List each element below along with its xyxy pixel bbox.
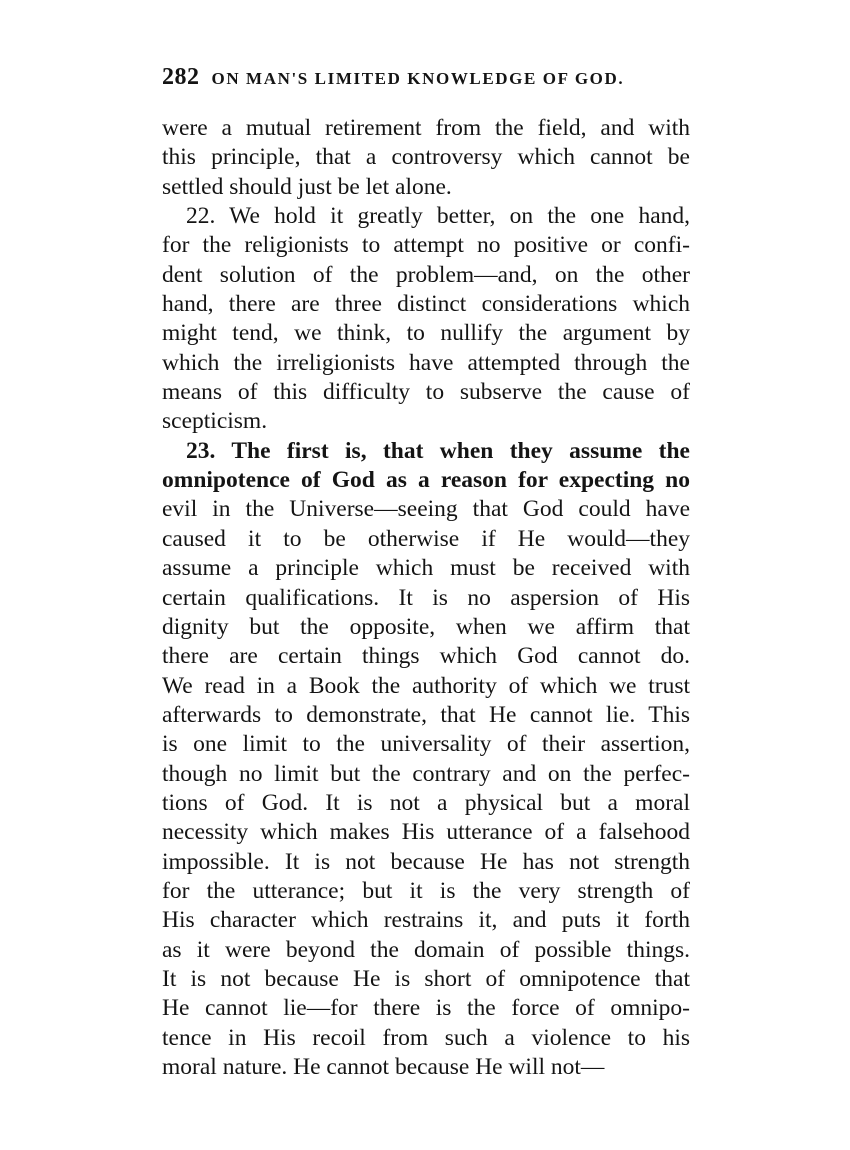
text-line: settled should just be let alone. <box>162 173 452 200</box>
text-line: necessity which makes His utterance of a falsehood <box>162 819 690 846</box>
page-number: 282 <box>162 64 200 90</box>
text-line: certain qualifications. It is no aspersion of His <box>162 584 690 611</box>
text-line: were a mutual retirement from the field, and with <box>162 115 690 141</box>
text-line: dent solution of the problem—and, on the other <box>162 261 690 288</box>
text-line: caused it to be otherwise if He would—they <box>162 525 690 552</box>
text-line: which the irreligionists have attempted through the <box>162 349 690 376</box>
text-line: is one limit to the universality of their assertion, <box>162 731 690 758</box>
paragraph-23-start: 23. The first is, that when they assume the <box>186 437 690 464</box>
text-line: scepticism. <box>162 408 268 435</box>
text-line: omnipotence of God as a reason for expecting no <box>162 467 690 494</box>
text-line: evil in the Universe—seeing that God could have <box>162 496 690 523</box>
text-line: He cannot lie—for there is the force of omnipo- <box>162 995 690 1022</box>
text-line: tions of God. It is not a physical but a moral <box>162 789 690 816</box>
running-header <box>162 64 692 96</box>
text-line: moral nature. He cannot because He will not— <box>162 1054 605 1080</box>
text-line: afterwards to demonstrate, that He cannot lie. This <box>162 701 690 728</box>
text-line: impossible. It is not because He has not strength <box>162 848 690 875</box>
text-line: this principle, that a controversy which cannot be <box>162 144 690 171</box>
text-line: means of this difficulty to subserve the cause of <box>162 379 690 406</box>
text-line: We read in a Book the authority of which we trust <box>162 672 690 699</box>
text-line: tence in His recoil from such a violence to his <box>162 1024 690 1051</box>
text-line: for the religionists to attempt no positive or confi- <box>162 232 690 259</box>
text-line: might tend, we think, to nullify the argument by <box>162 320 690 347</box>
text-line: though no limit but the contrary and on the perfec- <box>162 760 690 787</box>
text-line: It is not because He is short of omnipotence that <box>162 965 690 992</box>
text-line: as it were beyond the domain of possible things. <box>162 936 690 963</box>
running-title: ON MAN'S LIMITED KNOWLEDGE OF GOD. <box>211 69 625 88</box>
text-line: His character which restrains it, and puts it forth <box>162 907 690 934</box>
paragraph-22-start: 22. We hold it greatly better, on the one hand, <box>186 203 690 230</box>
text-line: hand, there are three distinct considerations which <box>162 291 690 318</box>
text-line: dignity but the opposite, when we affirm that <box>162 613 690 640</box>
text-line: assume a principle which must be received with <box>162 555 690 582</box>
body-text <box>162 114 690 1082</box>
text-line: there are certain things which God cannot do. <box>162 643 690 670</box>
text-line: for the utterance; but it is the very strength of <box>162 877 690 904</box>
